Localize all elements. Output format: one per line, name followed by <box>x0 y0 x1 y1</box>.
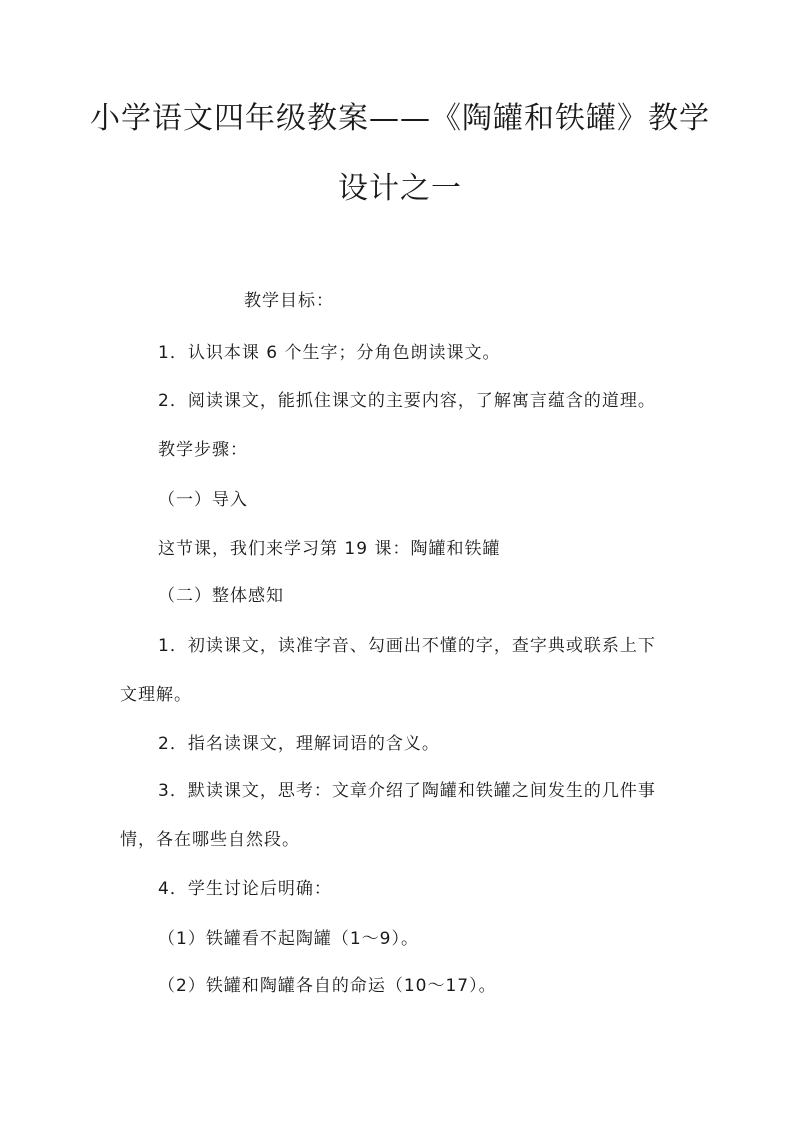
subsection-heading: （一）导入 <box>158 490 248 510</box>
subsection-heading: （二）整体感知 <box>158 586 284 606</box>
paragraph-continuation: 文理解。 <box>120 685 192 705</box>
document-title-line-2: 设计之一 <box>338 171 462 206</box>
paragraph: 2．阅读课文，能抓住课文的主要内容，了解寓言蕴含的道理。 <box>158 391 656 411</box>
paragraph: 2．指名读课文，理解词语的含义。 <box>158 734 440 754</box>
section-heading-objectives: 教学目标： <box>244 291 334 311</box>
paragraph: 1．初读课文，读准字音、勾画出不懂的字，查字典或联系上下 <box>158 636 656 656</box>
paragraph: 3．默读课文，思考：文章介绍了陶罐和铁罐之间发生的几件事 <box>158 781 656 801</box>
paragraph-continuation: 情，各在哪些自然段。 <box>120 830 300 850</box>
list-item: （1）铁罐看不起陶罐（1～9）。 <box>158 929 419 949</box>
paragraph: 1．认识本课 6 个生字；分角色朗读课文。 <box>158 343 501 363</box>
paragraph: 4．学生讨论后明确： <box>158 879 332 899</box>
section-heading-steps: 教学步骤： <box>158 440 248 460</box>
paragraph: 这节课，我们来学习第 19 课：陶罐和铁罐 <box>158 539 501 559</box>
document-title-line-1: 小学语文四年级教案——《陶罐和铁罐》教学 <box>90 101 710 136</box>
list-item: （2）铁罐和陶罐各自的命运（10～17）。 <box>158 976 497 996</box>
